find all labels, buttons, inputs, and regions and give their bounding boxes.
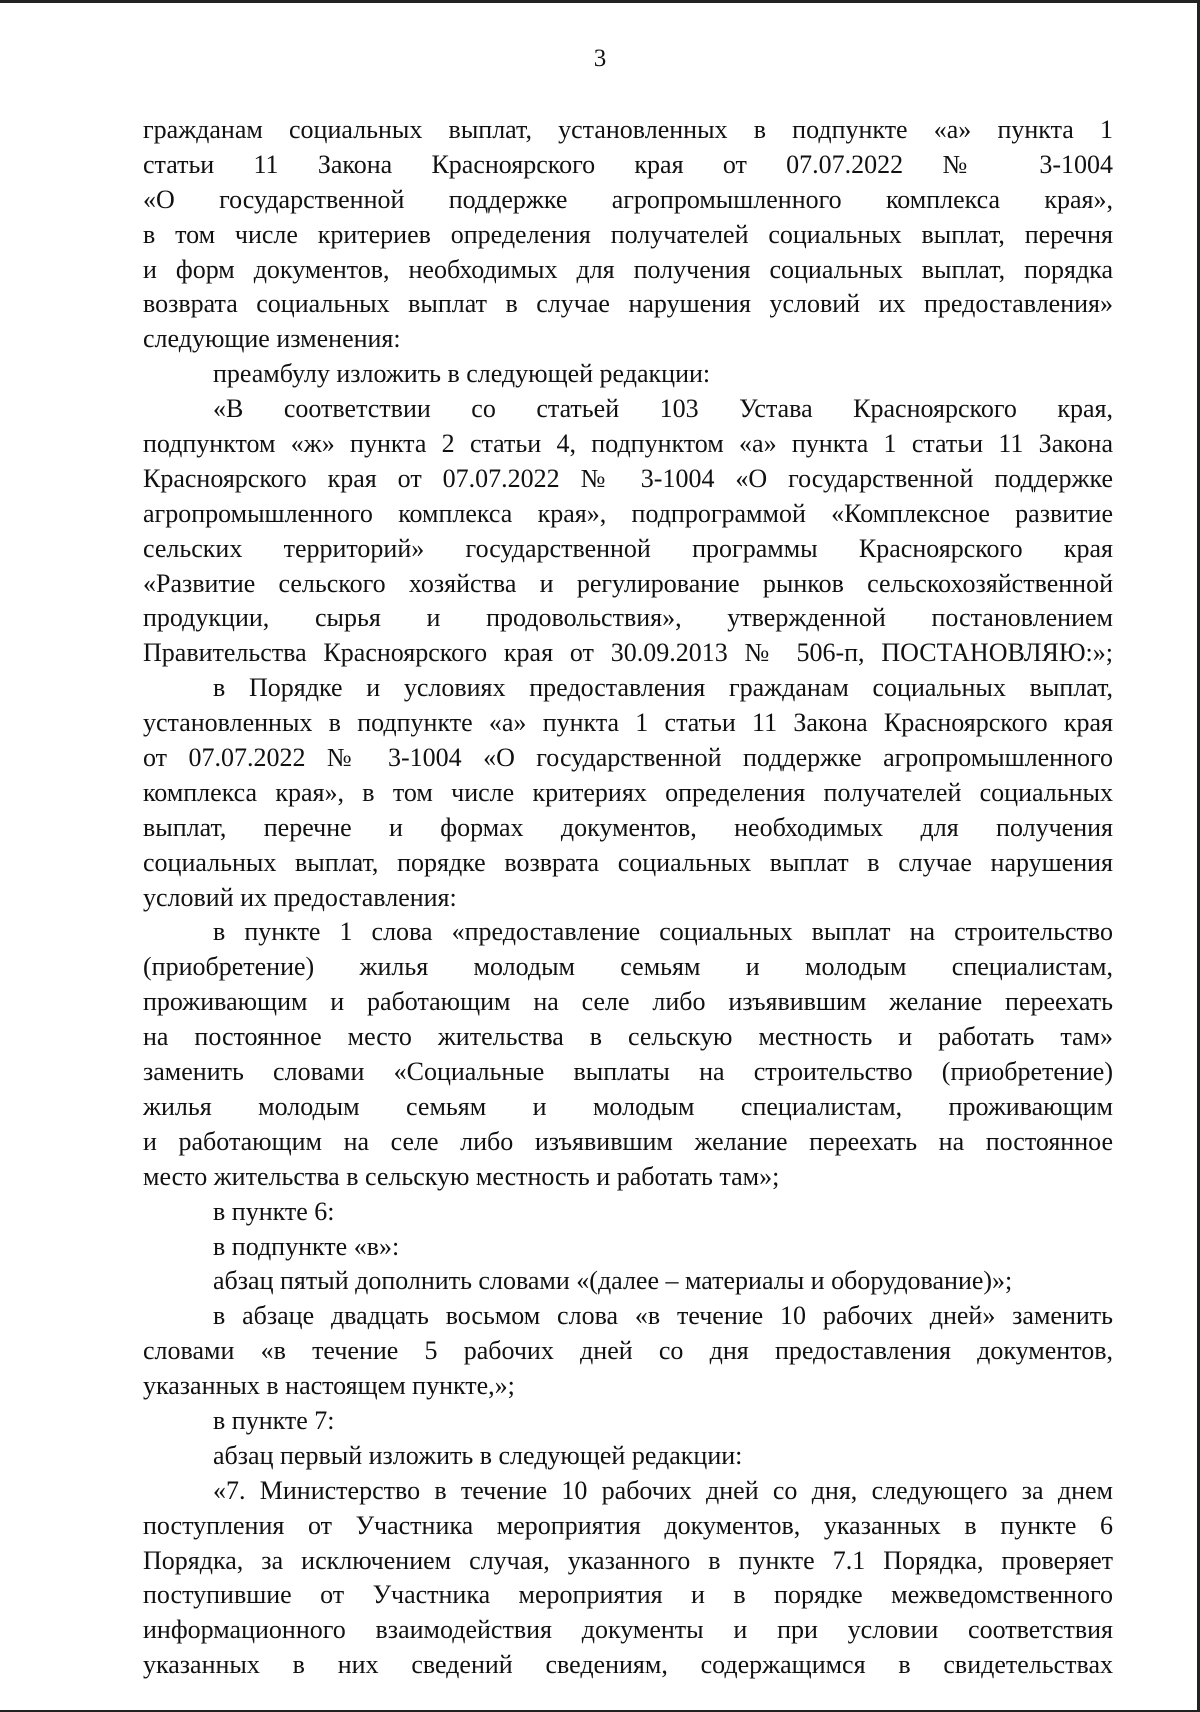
text-line: «7. Министерство в течение 10 рабочих дней со дня, следующего за днем — [213, 1475, 1113, 1505]
text-line: указанных в них сведений сведениям, содержащимся в свидетельствах — [143, 1650, 1113, 1680]
text-line: условий их предоставления: — [143, 882, 457, 912]
text-line: и работающим на селе либо изъявившим желание переехать на постоянное — [143, 1126, 1113, 1156]
text-line: заменить словами «Социальные выплаты на строительство (приобретение) — [143, 1057, 1113, 1087]
text-line: в Порядке и условиях предоставления гражданам социальных выплат, — [213, 673, 1113, 703]
text-line: преамбулу изложить в следующей редакции: — [213, 359, 711, 389]
text-line: следующие изменения: — [143, 324, 401, 354]
text-line: подпунктом «ж» пункта 2 статьи 4, подпунктом «а» пункта 1 статьи 11 Закона — [143, 429, 1113, 459]
text-line: и форм документов, необходимых для получения социальных выплат, порядка — [143, 254, 1113, 284]
text-line: в пункте 6: — [213, 1196, 335, 1226]
text-line: в пункте 7: — [213, 1405, 335, 1435]
text-line: (приобретение) жилья молодым семьям и молодым специалистам, — [143, 952, 1113, 982]
text-line: в том числе критериев определения получателей социальных выплат, перечня — [143, 219, 1113, 249]
text-line: Правительства Красноярского края от 30.09.2013 № 506-п, ПОСТАНОВЛЯЮ:»; — [143, 638, 1113, 668]
text-line: установленных в подпункте «а» пункта 1 статьи 11 Закона Красноярского края — [143, 708, 1113, 738]
text-line: комплекса края», в том числе критериях определения получателей социальных — [143, 777, 1113, 807]
text-line: проживающим и работающим на селе либо изъявившим желание переехать — [143, 987, 1113, 1017]
text-line: социальных выплат, порядке возврата социальных выплат в случае нарушения — [143, 847, 1113, 877]
text-line: на постоянное место жительства в сельскую местность и работать там» — [143, 1022, 1113, 1052]
text-line: поступившие от Участника мероприятия и в порядке межведомственного — [143, 1580, 1113, 1610]
text-line: поступления от Участника мероприятия документов, указанных в пункте 6 — [143, 1510, 1113, 1540]
text-line: Красноярского края от 07.07.2022 № 3-1004 «О государственной поддержке — [143, 463, 1113, 493]
text-line: в пункте 1 слова «предоставление социальных выплат на строительство — [213, 917, 1113, 947]
page-number: 3 — [593, 45, 607, 72]
text-line: место жительства в сельскую местность и работать там»; — [143, 1161, 780, 1191]
text-line: продукции, сырья и продовольствия», утвержденной постановлением — [143, 603, 1113, 633]
text-line: сельских территорий» государственной программы Красноярского края — [143, 533, 1113, 563]
scan-border-top — [0, 0, 1200, 3]
text-line: «Развитие сельского хозяйства и регулирование рынков сельскохозяйственной — [143, 568, 1113, 598]
text-line: словами «в течение 5 рабочих дней со дня предоставления документов, — [143, 1336, 1113, 1366]
document-body — [143, 113, 1113, 1683]
text-line: возврата социальных выплат в случае нарушения условий их предоставления» — [143, 289, 1113, 319]
text-line: Порядка, за исключением случая, указанного в пункте 7.1 Порядка, проверяет — [143, 1545, 1113, 1575]
text-line: абзац первый изложить в следующей редакции: — [213, 1440, 743, 1470]
text-line: статьи 11 Закона Красноярского края от 07.07.2022 № 3-1004 — [143, 149, 1113, 179]
text-line: от 07.07.2022 № 3-1004 «О государственной поддержке агропромышленного — [143, 743, 1113, 773]
text-line: «В соответствии со статьей 103 Устава Красноярского края, — [213, 394, 1113, 424]
text-line: информационного взаимодействия документы и при условии соответствия — [143, 1615, 1113, 1645]
text-line: абзац пятый дополнить словами «(далее – материалы и оборудование)»; — [213, 1266, 1013, 1296]
text-line: гражданам социальных выплат, установленных в подпункте «а» пункта 1 — [143, 115, 1113, 144]
text-line: указанных в настоящем пункте,»; — [143, 1371, 515, 1401]
text-line: в подпункте «в»: — [213, 1231, 400, 1261]
text-line: жилья молодым семьям и молодым специалистам, проживающим — [143, 1091, 1113, 1121]
text-line: выплат, перечне и формах документов, необходимых для получения — [143, 812, 1113, 842]
text-line: в абзаце двадцать восьмом слова «в течение 10 рабочих дней» заменить — [213, 1301, 1113, 1331]
text-line: агропромышленного комплекса края», подпрограммой «Комплексное развитие — [143, 498, 1113, 528]
text-line: «О государственной поддержке агропромышленного комплекса края», — [143, 184, 1113, 214]
